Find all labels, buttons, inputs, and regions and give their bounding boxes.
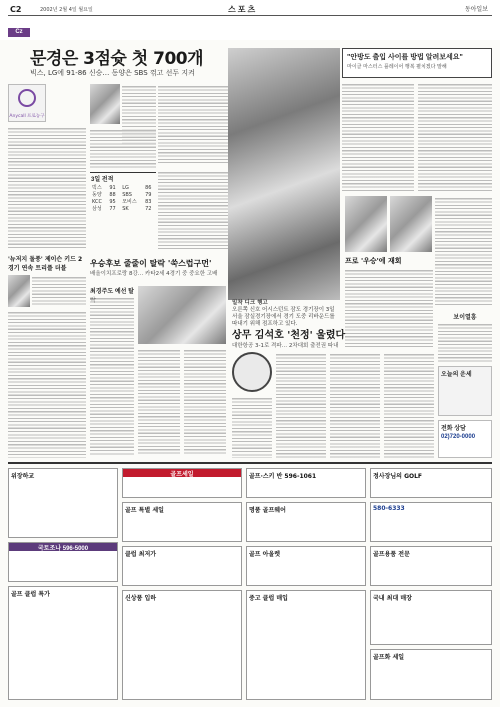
- middle-text-1: [90, 296, 134, 456]
- fortune-title: 오늘의 운세: [441, 372, 472, 378]
- ad-cell-7: [246, 590, 366, 700]
- ad-cell-golf-ski: [246, 468, 366, 498]
- sidebar-item-head: [345, 256, 431, 266]
- interview-title: "안방도 출입 사이를 방법 알려보세요": [347, 54, 463, 61]
- small-ad-title: 전화 상담: [441, 426, 466, 432]
- ad-cell-4: [246, 502, 366, 542]
- section-name: 스포츠: [228, 5, 258, 14]
- kbl-logo-text: Anycall 프로농구: [9, 114, 45, 119]
- score: 72: [145, 205, 152, 212]
- ad-cell-jeong-text: 정사장님의 GOLF: [373, 473, 423, 480]
- sangmu-text-1: [232, 396, 272, 458]
- score: 79: [145, 191, 152, 198]
- main-article-text-3: [90, 128, 156, 168]
- middle-text-2: [138, 348, 180, 456]
- sidebar-title: [438, 312, 492, 321]
- header-rule: [8, 15, 492, 16]
- ad-cell-1-text: 골프 클럽 특가: [11, 591, 50, 598]
- interview-text-3: [435, 196, 492, 306]
- sangmu-text-4: [384, 352, 434, 458]
- main-article-text-1: [8, 126, 86, 250]
- ad-cell-7-text: 중고 클럽 매입: [249, 595, 288, 602]
- ad-cell-2: [122, 590, 242, 700]
- section-tag: Cz: [8, 28, 30, 37]
- ad-cell-golf-ski-text: 골프·스키 반 596-1061: [249, 473, 317, 480]
- ad-cell-phone-text: 580-6333: [373, 505, 405, 512]
- page-header: [0, 0, 500, 40]
- ad-cell-8: [370, 590, 492, 645]
- ad-cell-8-text: 국내 최대 매장: [373, 595, 412, 602]
- ad-cell-jeong: [370, 468, 492, 498]
- team: 빅스: [92, 185, 102, 191]
- interview-text-2: [418, 82, 492, 192]
- nba-story-title: '뉴저지 돌풍' 제이슨 키드 2경기 연속 트리플 더블: [8, 256, 83, 272]
- team: LG: [122, 184, 129, 191]
- boxscore-table: [90, 184, 156, 212]
- middle-lede-title: 최경주도 예선 탈: [90, 289, 134, 295]
- team: SK: [122, 205, 129, 212]
- middle-story-head: [90, 258, 226, 277]
- ad-cell-mid-left: [8, 542, 118, 582]
- main-article-text-4: [158, 84, 228, 164]
- fortune-box: [438, 366, 492, 416]
- ad-title: 위장하교: [11, 473, 35, 480]
- main-article-text-5: [158, 170, 228, 250]
- ad-section: [8, 462, 492, 702]
- photo-caption-title: 밀착 디크 행고: [232, 300, 268, 306]
- score: 83: [145, 198, 152, 205]
- kbl-logo-icon: [18, 89, 36, 107]
- interview-photo-1: [345, 196, 387, 252]
- sangmu-subhead: 대한항공 3-1로 격파… 2차대회 출전권 따내: [232, 343, 339, 349]
- table-row: [90, 184, 156, 191]
- main-subhead: 빅스, LG에 91-86 신승… 동양은 SBS 꺾고 선두 지켜: [30, 69, 195, 77]
- sangmu-story-head: [232, 326, 432, 349]
- ad-cell-9: [370, 649, 492, 700]
- team: 모비스: [122, 199, 137, 205]
- team: 삼성: [92, 206, 102, 212]
- player-photo-1: [90, 84, 120, 124]
- score: 88: [109, 191, 116, 198]
- sangmu-text-2: [276, 352, 326, 458]
- ad-cell-2-text: 신상품 입하: [125, 595, 157, 602]
- sangmu-headline: 상무 김석호 '천정' 울렸다: [232, 330, 346, 341]
- team: SBS: [122, 191, 132, 198]
- table-row: [90, 198, 156, 205]
- interview-text-1: [342, 82, 414, 192]
- page-date: 2002년 2월 4일 월요일: [40, 7, 93, 13]
- photo-caption-body: 오른쪽 신호 어시스턴트 잠도 경기장이 3일 서울 잠실경기장에서 경기 도중 리바운드를 따내기 위해 점프하고 있다.: [232, 307, 335, 327]
- middle-subhead: 배올이치프로랑 8강… 카타2세 4경기 중 중요한 고배: [90, 271, 218, 277]
- small-ad: [438, 420, 492, 458]
- interview-box: [342, 48, 492, 78]
- score: 77: [109, 205, 116, 212]
- kbl-logo: [8, 84, 46, 122]
- ad-cell-golf-shop: [370, 546, 492, 586]
- ad-cell-5: [122, 546, 242, 586]
- boxscore: [90, 172, 156, 252]
- sidebar-text-2: [438, 322, 492, 362]
- interview-photo-2: [390, 196, 432, 252]
- nba-logo: [8, 275, 30, 307]
- ad-cell-top-left: [8, 468, 118, 538]
- golf-photo: [138, 286, 226, 344]
- nba-story-head: [8, 254, 86, 272]
- basketball-action-photo: [228, 48, 340, 300]
- score: 91: [109, 184, 116, 191]
- nba-text-2: [8, 310, 86, 458]
- ad-cell-1: [8, 586, 118, 700]
- ad-cell-4-text: 명품 골프웨어: [249, 507, 286, 514]
- table-row: [90, 191, 156, 198]
- page-number: C2: [10, 5, 22, 14]
- table-row: [90, 205, 156, 212]
- nba-text-1: [32, 275, 86, 307]
- ad-cell-6-text: 골프 아울렛: [249, 551, 281, 558]
- interview-subtitle: 마이클 마스터스 플레이어 행복 펼치겠다 말해: [347, 64, 447, 70]
- ad-cell-6: [246, 546, 366, 586]
- team: 동양: [92, 192, 102, 198]
- team: KCC: [92, 198, 102, 205]
- small-ad-phone: 02)720-0000: [441, 434, 476, 440]
- ad-cell-5-text: 클럽 최저가: [125, 551, 157, 558]
- ad-cell-golf-shop-text: 골프용품 전문: [373, 551, 410, 558]
- ad-cell-phone: [370, 502, 492, 542]
- score: 95: [109, 198, 116, 205]
- boxscore-title: 3일 전적: [91, 177, 114, 183]
- photo-caption: [232, 300, 338, 328]
- ad-cell-golf-sale: [122, 468, 242, 498]
- ad-cell-9-text: 골프화 세일: [373, 654, 405, 661]
- ad-cell-3-text: 골프 특별 세일: [125, 507, 164, 514]
- middle-text-3: [184, 348, 226, 456]
- newspaper-name: 동아일보: [464, 6, 488, 13]
- sidebar-item-title: 프로 '우승'에 재회: [345, 257, 402, 265]
- ad-cell-golf-sale-bar: 골프세일: [123, 469, 241, 477]
- score: 86: [145, 184, 152, 191]
- middle-headline: 우승후보 줄줄이 탈락 '쑥스럽구먼': [90, 259, 212, 268]
- sangmu-text-3: [330, 352, 380, 458]
- main-headline: 문경은 3점슛 첫 700개: [30, 49, 204, 69]
- ad-cell-mid-left-bar: 국토조나 596-5000: [9, 543, 117, 551]
- ad-cell-3: [122, 502, 242, 542]
- volleyball-logo-icon: [232, 352, 272, 392]
- sidebar-title-text: 보이열흥: [453, 315, 477, 321]
